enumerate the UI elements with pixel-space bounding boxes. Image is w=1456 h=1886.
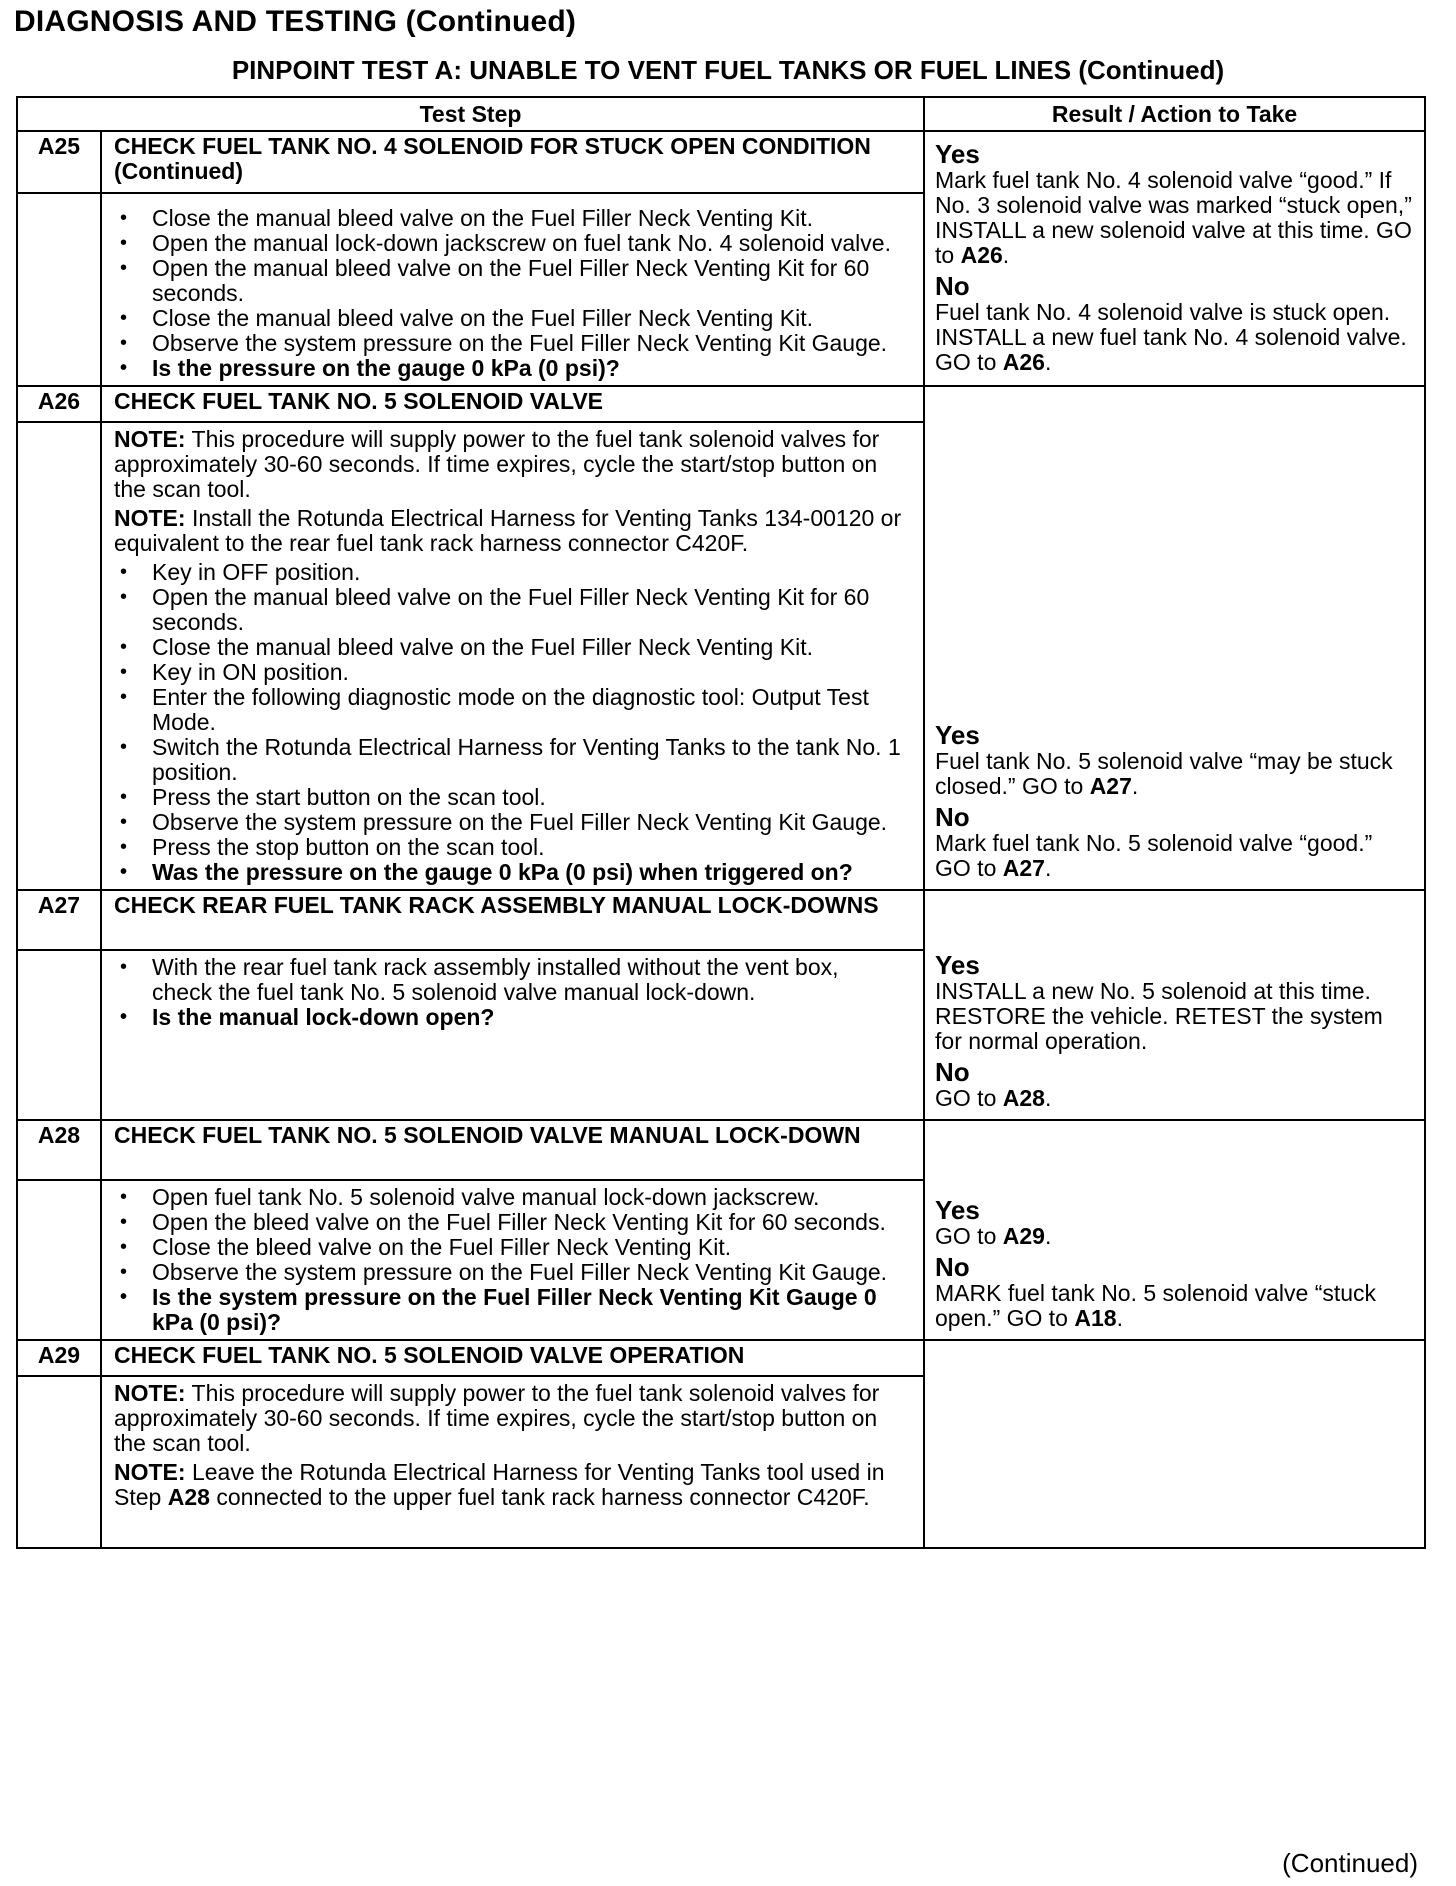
- list-item: • Observe the system pressure on the Fuel Filler Neck Venting Kit Gauge.: [114, 810, 903, 835]
- step-id-a26: A26: [17, 386, 101, 422]
- step-title-a29: CHECK FUEL TANK NO. 5 SOLENOID VALVE OPERATION: [101, 1340, 924, 1376]
- step-title-a27: CHECK REAR FUEL TANK RACK ASSEMBLY MANUAL LOCK-DOWNS: [101, 890, 924, 950]
- result-no-text: MARK fuel tank No. 5 solenoid valve “stuck open.” GO to A18.: [935, 1280, 1377, 1331]
- list-item-question: • Is the manual lock-down open?: [114, 1005, 903, 1030]
- result-yes-text: Mark fuel tank No. 4 solenoid valve “good.” If No. 3 solenoid valve was marked “stuck open,” INSTALL a new solenoid valve at this time. GO to A26.: [935, 167, 1412, 268]
- result-no-label: No: [935, 271, 970, 301]
- step-body-a29: [101, 1376, 924, 1548]
- step-id-a27: A27: [17, 890, 101, 950]
- step-title-a26: CHECK FUEL TANK NO. 5 SOLENOID VALVE: [101, 386, 924, 422]
- pinpoint-test-title: PINPOINT TEST A: UNABLE TO VENT FUEL TANKS OR FUEL LINES (Continued): [231, 55, 1225, 85]
- list-item: • Open the manual lock-down jackscrew on fuel tank No. 4 solenoid valve.: [114, 231, 903, 256]
- result-a27: [924, 890, 1425, 1120]
- step-a26-title-row: [17, 386, 1425, 422]
- note: NOTE: Leave the Rotunda Electrical Harness for Venting Tanks tool used in Step A28 connected to the upper fuel tank rack harness connector C420F.: [114, 1459, 885, 1510]
- page-title: DIAGNOSIS AND TESTING (Continued): [14, 5, 577, 38]
- list-item: • Key in OFF position.: [114, 560, 903, 585]
- result-yes-label: Yes: [935, 139, 980, 169]
- list-item: • Switch the Rotunda Electrical Harness for Venting Tanks to the tank No. 1 position.: [114, 735, 903, 785]
- result-header: Result / Action to Take: [924, 97, 1425, 131]
- note: NOTE: Install the Rotunda Electrical Harness for Venting Tanks 134-00120 or equivalent to the rear fuel tank rack harness connector C420F.: [114, 505, 902, 556]
- list-item: • Close the manual bleed valve on the Fuel Filler Neck Venting Kit.: [114, 306, 903, 331]
- list-item: • Close the manual bleed valve on the Fuel Filler Neck Venting Kit.: [114, 635, 903, 660]
- result-a28: [924, 1120, 1425, 1340]
- list-item: • Open fuel tank No. 5 solenoid valve manual lock-down jackscrew.: [114, 1185, 903, 1210]
- step-a29-title-row: [17, 1340, 1425, 1376]
- result-yes-text: GO to A29.: [935, 1223, 1052, 1249]
- list-item-question: • Is the pressure on the gauge 0 kPa (0 psi)?: [114, 356, 903, 381]
- step-a27-title-row: [17, 890, 1425, 950]
- list-item: • Observe the system pressure on the Fuel Filler Neck Venting Kit Gauge.: [114, 1260, 903, 1285]
- list-item: • Close the bleed valve on the Fuel Filler Neck Venting Kit.: [114, 1235, 903, 1260]
- step-id-spacer: [17, 1376, 101, 1548]
- step-id-spacer: [17, 422, 101, 890]
- result-a25: [924, 131, 1425, 386]
- table-header-row: [17, 97, 1425, 131]
- result-no-text: Mark fuel tank No. 5 solenoid valve “good.” GO to A27.: [935, 830, 1373, 881]
- step-body-a25: [101, 193, 924, 386]
- result-a26: [924, 386, 1425, 890]
- list-item: • Open the bleed valve on the Fuel Filler Neck Venting Kit for 60 seconds.: [114, 1210, 903, 1235]
- step-id-spacer: [17, 1180, 101, 1340]
- list-item: • Enter the following diagnostic mode on the diagnostic tool: Output Test Mode.: [114, 685, 903, 735]
- step-body-a28: [101, 1180, 924, 1340]
- test-step-header: Test Step: [17, 97, 924, 131]
- step-id-a28: A28: [17, 1120, 101, 1180]
- step-id-spacer: [17, 193, 101, 386]
- result-yes-label: Yes: [935, 720, 980, 750]
- list-item: • With the rear fuel tank rack assembly installed without the vent box, check the fuel tank No. 5 solenoid valve manual lock-down.: [114, 955, 903, 1005]
- note: NOTE: This procedure will supply power to the fuel tank solenoid valves for approximately 30-60 seconds. If time expires, cycle the start/stop button on the scan tool.: [114, 426, 880, 502]
- result-yes-label: Yes: [935, 950, 980, 980]
- result-a29: [924, 1340, 1425, 1548]
- result-no-text: GO to A28.: [935, 1085, 1052, 1111]
- list-item: • Open the manual bleed valve on the Fuel Filler Neck Venting Kit for 60 seconds.: [114, 585, 903, 635]
- result-yes-label: Yes: [935, 1195, 980, 1225]
- continued-label: (Continued): [1282, 1848, 1418, 1878]
- step-id-a25: A25: [17, 131, 101, 193]
- step-id-spacer: [17, 950, 101, 1120]
- list-item: • Press the start button on the scan tool.: [114, 785, 903, 810]
- step-a25-title-row: [17, 131, 1425, 193]
- step-id-a29: A29: [17, 1340, 101, 1376]
- list-item-question: • Was the pressure on the gauge 0 kPa (0 psi) when triggered on?: [114, 860, 903, 885]
- step-a28-title-row: [17, 1120, 1425, 1180]
- result-yes-text: Fuel tank No. 5 solenoid valve “may be stuck closed.” GO to A27.: [935, 748, 1393, 799]
- list-item: • Observe the system pressure on the Fuel Filler Neck Venting Kit Gauge.: [114, 331, 903, 356]
- pinpoint-test-table: [16, 96, 1426, 1549]
- list-item: • Press the stop button on the scan tool.: [114, 835, 903, 860]
- list-item-question: • Is the system pressure on the Fuel Filler Neck Venting Kit Gauge 0 kPa (0 psi)?: [114, 1285, 903, 1335]
- step-title-a25: CHECK FUEL TANK NO. 4 SOLENOID FOR STUCK OPEN CONDITION (Continued): [101, 131, 924, 193]
- step-title-a28: CHECK FUEL TANK NO. 5 SOLENOID VALVE MANUAL LOCK-DOWN: [101, 1120, 924, 1180]
- step-body-a27: [101, 950, 924, 1120]
- list-item: • Open the manual bleed valve on the Fuel Filler Neck Venting Kit for 60 seconds.: [114, 256, 903, 306]
- result-no-label: No: [935, 1252, 970, 1282]
- result-no-label: No: [935, 802, 970, 832]
- result-no-label: No: [935, 1057, 970, 1087]
- list-item: • Key in ON position.: [114, 660, 903, 685]
- note: NOTE: This procedure will supply power to the fuel tank solenoid valves for approximately 30-60 seconds. If time expires, cycle the start/stop button on the scan tool.: [114, 1380, 880, 1456]
- list-item: • Close the manual bleed valve on the Fuel Filler Neck Venting Kit.: [114, 206, 903, 231]
- result-yes-text: INSTALL a new No. 5 solenoid at this time. RESTORE the vehicle. RETEST the system for normal operation.: [935, 978, 1383, 1054]
- step-body-a26: [101, 422, 924, 890]
- result-no-text: Fuel tank No. 4 solenoid valve is stuck open. INSTALL a new fuel tank No. 4 solenoid valve. GO to A26.: [935, 299, 1407, 375]
